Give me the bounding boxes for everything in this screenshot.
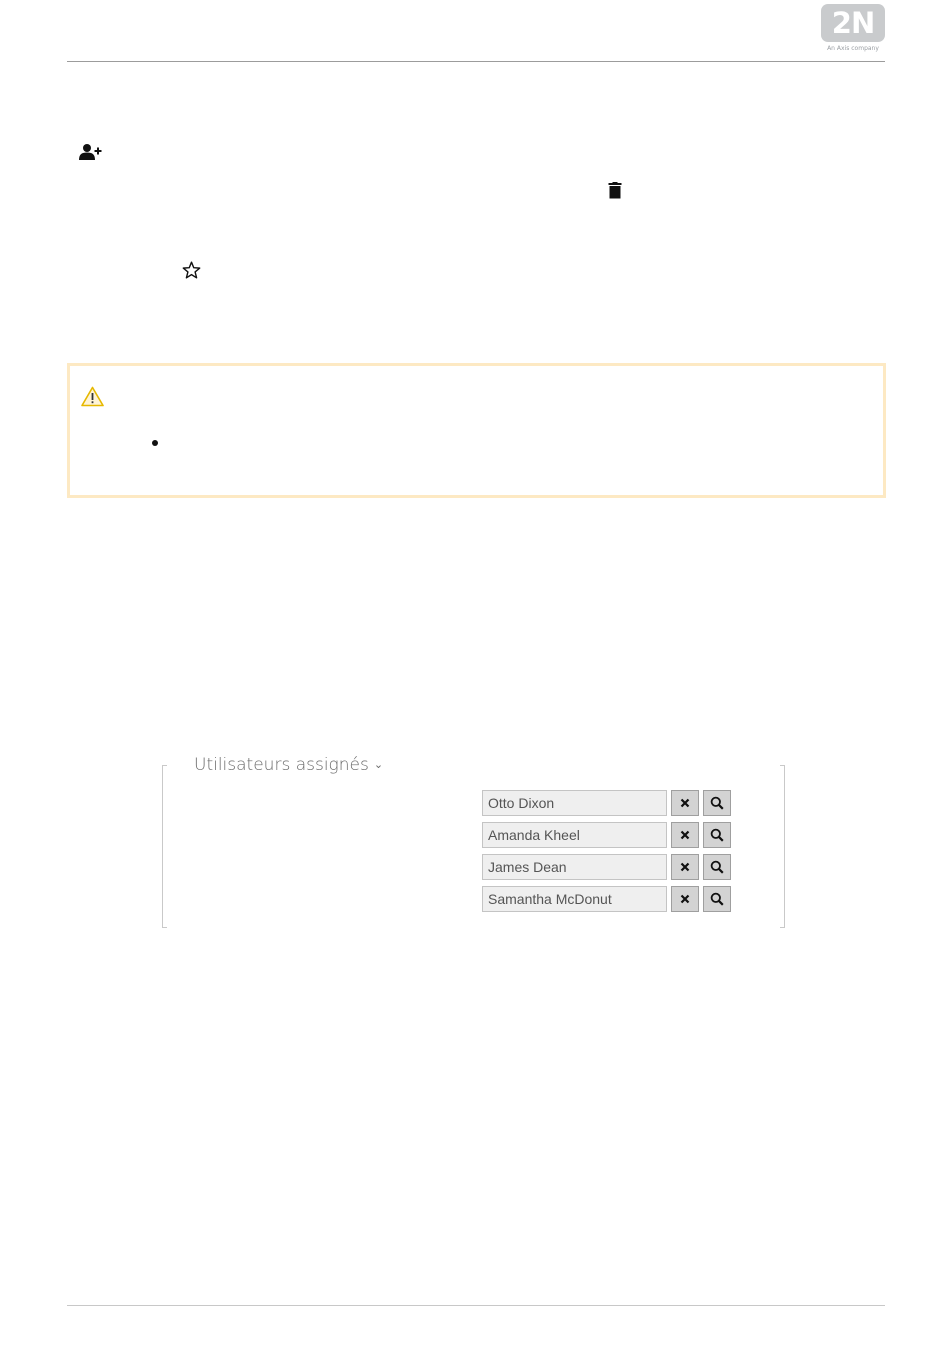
- bullet-point: [152, 440, 158, 446]
- search-user-button[interactable]: [703, 822, 731, 848]
- remove-user-button[interactable]: [671, 886, 699, 912]
- user-field[interactable]: Otto Dixon: [482, 790, 667, 816]
- footer-divider: [67, 1305, 885, 1306]
- warning-icon: [81, 386, 104, 407]
- user-field[interactable]: Samantha McDonut: [482, 886, 667, 912]
- assigned-users-legend[interactable]: [192, 755, 385, 775]
- remove-user-button[interactable]: [671, 854, 699, 880]
- chevron-down-icon: ⌄: [373, 758, 384, 771]
- user-row: [482, 886, 731, 912]
- search-user-button[interactable]: [703, 790, 731, 816]
- user-row: [482, 790, 731, 816]
- star-icon: [182, 261, 201, 279]
- add-user-icon: [79, 143, 103, 161]
- close-icon: [680, 894, 690, 904]
- user-field[interactable]: James Dean: [482, 854, 667, 880]
- panel-bracket-left: [162, 765, 167, 928]
- logo-subtitle: An Axis company: [827, 45, 879, 52]
- panel-bracket-right: [780, 765, 785, 928]
- close-icon: [680, 830, 690, 840]
- trash-icon: [608, 182, 622, 199]
- search-icon: [710, 860, 724, 874]
- brand-logo: [821, 4, 885, 42]
- close-icon: [680, 798, 690, 808]
- user-row: [482, 854, 731, 880]
- close-icon: [680, 862, 690, 872]
- user-row: [482, 822, 731, 848]
- header-divider: [67, 61, 885, 62]
- logo-text: 2N: [831, 5, 875, 40]
- search-icon: [710, 892, 724, 906]
- remove-user-button[interactable]: [671, 822, 699, 848]
- remove-user-button[interactable]: [671, 790, 699, 816]
- user-field[interactable]: Amanda Kheel: [482, 822, 667, 848]
- search-icon: [710, 828, 724, 842]
- warning-box: [67, 363, 886, 498]
- search-user-button[interactable]: [703, 854, 731, 880]
- assigned-users-title: Utilisateurs assignés: [194, 755, 369, 775]
- search-user-button[interactable]: [703, 886, 731, 912]
- search-icon: [710, 796, 724, 810]
